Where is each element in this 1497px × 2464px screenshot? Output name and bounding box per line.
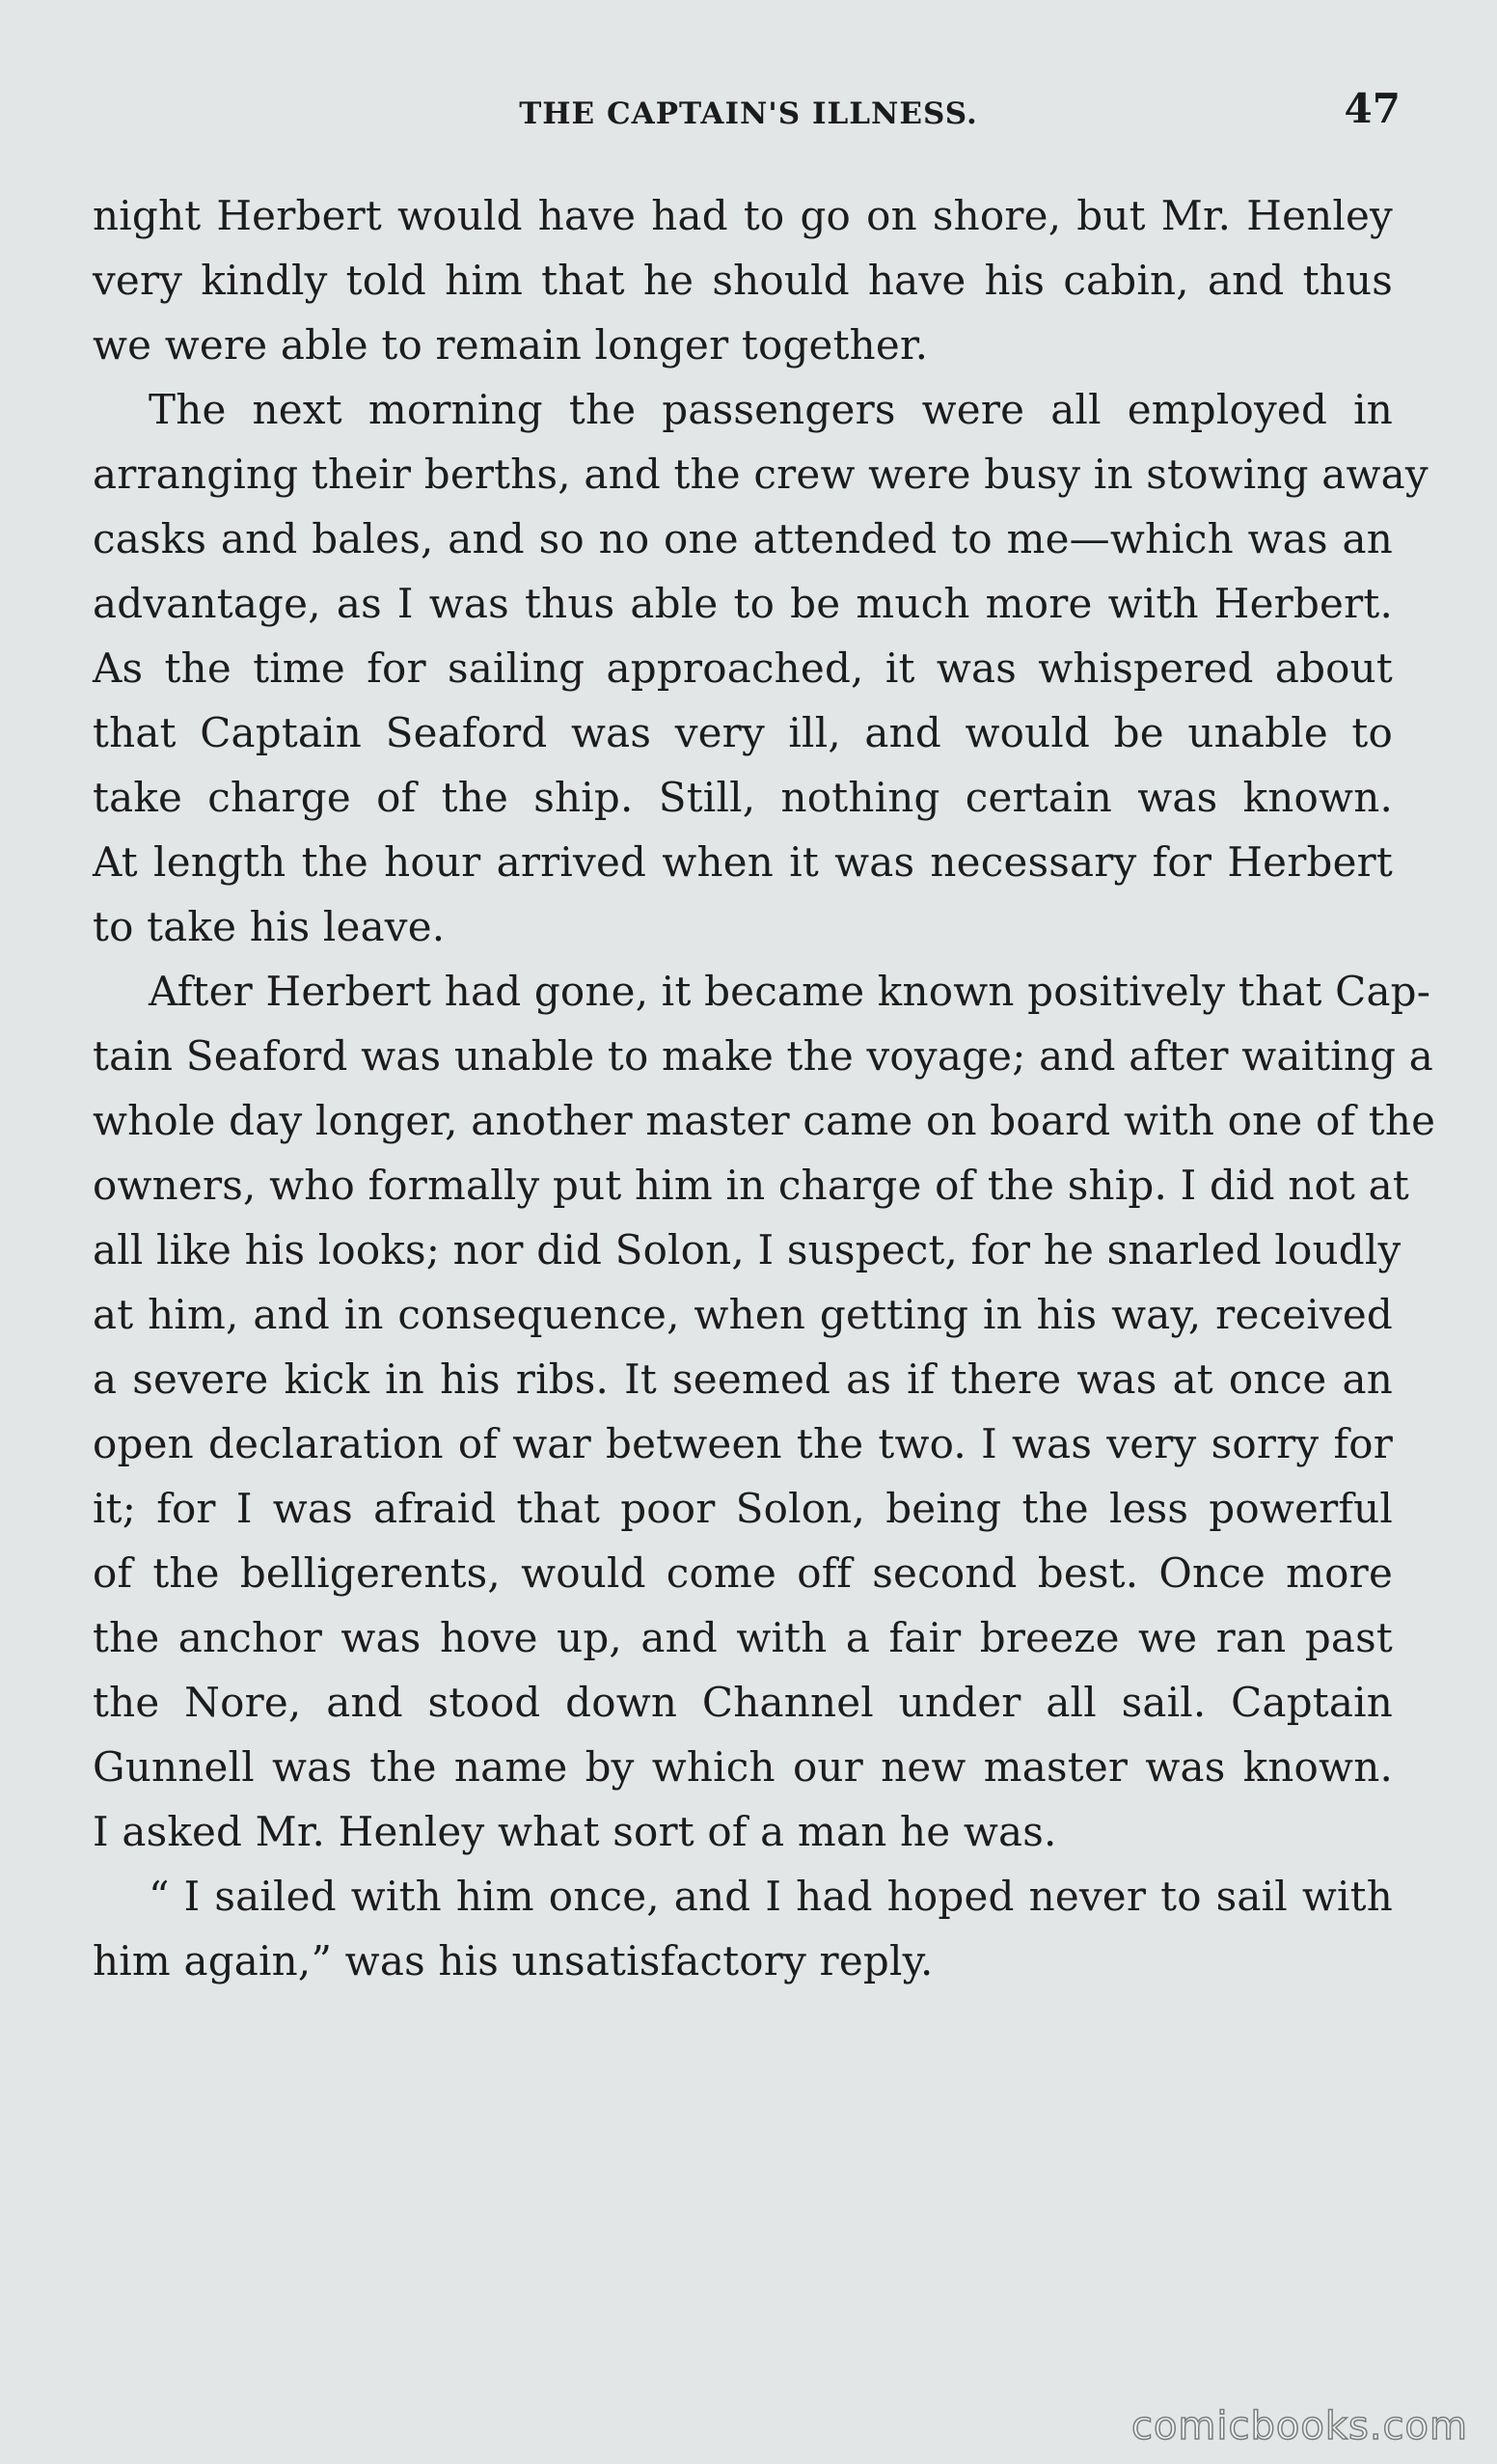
text-line: that Captain Seaford was very ill, and would be unable to xyxy=(93,709,1393,756)
page-number: 47 xyxy=(1344,85,1401,132)
text-line: night Herbert would have had to go on shore, but Mr. Henley xyxy=(93,192,1393,239)
text-line: Gunnell was the name by which our new master was known. xyxy=(93,1743,1393,1791)
text-line: owners, who formally put him in charge of the ship. I did not at xyxy=(93,1162,1409,1209)
watermark-logo: comicbooks.com xyxy=(1130,2404,1468,2449)
text-line: of the belligerents, would come off second best. Once more xyxy=(93,1549,1393,1597)
text-line: to take his leave. xyxy=(93,903,446,950)
text-line: whole day longer, another master came on board with one of the xyxy=(93,1097,1436,1144)
body-text xyxy=(93,183,1436,1993)
text-line: open declaration of war between the two. I was very sorry for xyxy=(93,1420,1393,1467)
text-line: “ I sailed with him once, and I had hoped never to sail with xyxy=(149,1873,1393,1920)
text-line: advantage, as I was thus able to be much more with Herbert. xyxy=(93,580,1393,627)
text-line: it; for I was afraid that poor Solon, being the less powerful xyxy=(93,1485,1393,1532)
text-line: a severe kick in his ribs. It seemed as if there was at once an xyxy=(93,1355,1393,1403)
text-line: As the time for sailing approached, it was whispered about xyxy=(93,644,1393,692)
text-line: the Nore, and stood down Channel under all sail. Captain xyxy=(93,1679,1393,1726)
text-line: we were able to remain longer together. xyxy=(93,321,929,369)
text-line: the anchor was hove up, and with a fair breeze we ran past xyxy=(93,1614,1393,1661)
text-line: I asked Mr. Henley what sort of a man he was. xyxy=(93,1808,1057,1855)
text-line: very kindly told him that he should have his cabin, and thus xyxy=(93,257,1393,304)
text-line: The next morning the passengers were all employed in xyxy=(149,386,1393,433)
text-line: all like his looks; nor did Solon, I suspect, for he snarled loudly xyxy=(93,1226,1402,1273)
text-line: At length the hour arrived when it was necessary for Herbert xyxy=(93,838,1393,886)
text-line: arranging their berths, and the crew were busy in stowing away xyxy=(93,451,1429,498)
text-line: After Herbert had gone, it became known positively that Cap- xyxy=(149,968,1431,1015)
text-line: casks and bales, and so no one attended to me—which was an xyxy=(93,515,1393,562)
text-line: take charge of the ship. Still, nothing certain was known. xyxy=(93,774,1393,821)
text-line: tain Seaford was unable to make the voyage; and after waiting a xyxy=(93,1032,1434,1080)
text-line: him again,” was his unsatisfactory reply. xyxy=(93,1937,934,1985)
text-line: at him, and in consequence, when getting in his way, received xyxy=(93,1291,1393,1338)
running-head: THE CAPTAIN'S ILLNESS. xyxy=(519,96,978,131)
